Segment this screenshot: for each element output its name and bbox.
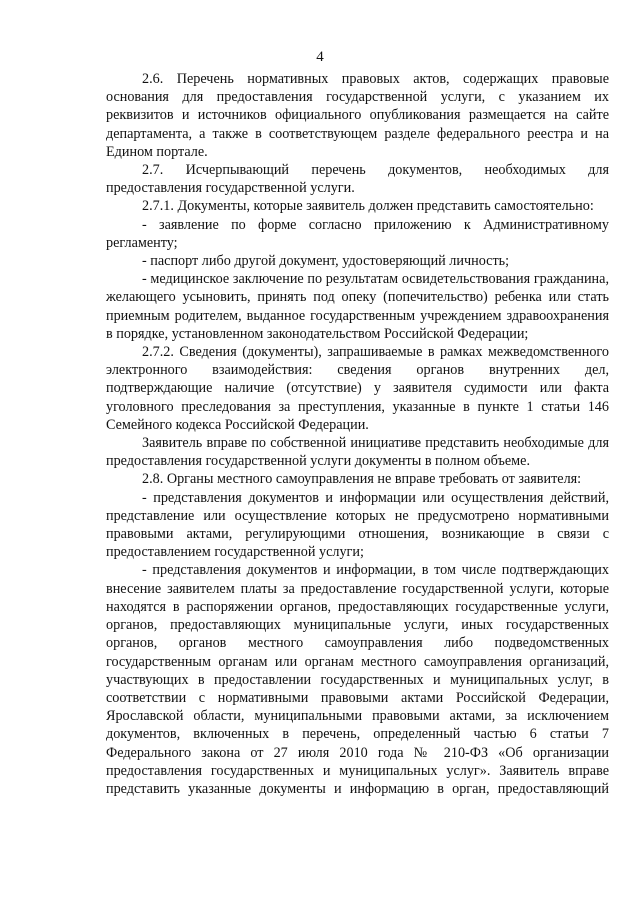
paragraph-2-7-1: 2.7.1. Документы, которые заявитель должен представить самостоятельно: xyxy=(142,198,594,215)
paragraph-applicant-right: Заявитель вправе по собственной инициативе представить необходимые для предоставления государственной услуги документы в полном объеме. xyxy=(106,435,609,470)
list-item-passport: - паспорт либо другой документ, удостоверяющий личность; xyxy=(142,253,510,270)
list-item-application: - заявление по форме согласно приложению к Административному регламенту; xyxy=(106,216,609,251)
paragraph-2-7-2: 2.7.2. Сведения (документы), запрашиваемые в рамках межведомственного электронного взаимодействия: сведения органов внутренних дел, подтверждающие наличие (отсутствие) у заявителя судимости или факта уголовного преследования за преступления, указанные в пункте 1 статьи 146 Семейного кодекса Российской Федерации. xyxy=(106,344,609,433)
document-body xyxy=(106,70,609,798)
paragraph-2-7: 2.7. Исчерпывающий перечень документов, необходимых для предоставления государственной услуги. xyxy=(106,162,609,197)
list-item-no-extra-documents: - представления документов и информации, в том числе подтверждающих внесение заявителем платы за предоставление государственной услуги, которые находятся в распоряжении органов, предоставляющих государственные услуги, органов, предоставляющих муниципальные услуги, иных государственных органов, органов местного самоуправления либо подведомственных государственным органам или органам местного самоуправления организаций, участвующих в предоставлении государственных и муниципальных услуг, в соответствии с нормативными правовыми актами Российской Федерации, Ярославской области, муниципальными правовыми актами, за исключением документов, включенных в перечень, определенный частью 6 статьи 7 Федерального закона от 27 июля 2010 года № 210-ФЗ «Об организации предоставления государственных и муниципальных услуг». Заявитель вправе представить указанные документы и информацию в орган, предоставляющий xyxy=(106,562,609,797)
paragraph-2-6: 2.6. Перечень нормативных правовых актов, содержащих правовые основания для предоставления государственной услуги, с указанием их реквизитов и источников официального опубликования размещается на сайте департамента, а также в соответствующем разделе федерального реестра и на Едином портале. xyxy=(106,71,609,160)
paragraph-2-8: 2.8. Органы местного самоуправления не вправе требовать от заявителя: xyxy=(142,471,582,488)
list-item-no-extra-actions: - представления документов и информации или осуществления действий, представление или осуществление которых не предусмотрено нормативными правовыми актами, регулирующими отношения, возникающие в связи с предоставлением государственной услуги; xyxy=(106,489,609,561)
list-item-medical-report: - медицинское заключение по результатам освидетельствования гражданина, желающего усыновить, принять под опеку (попечительство) ребенка или стать приемным родителем, выданное государственным учреждением здравоохранения в порядке, установленном законодательством Российской Федерации; xyxy=(106,271,609,342)
page-number: 4 xyxy=(316,49,324,65)
